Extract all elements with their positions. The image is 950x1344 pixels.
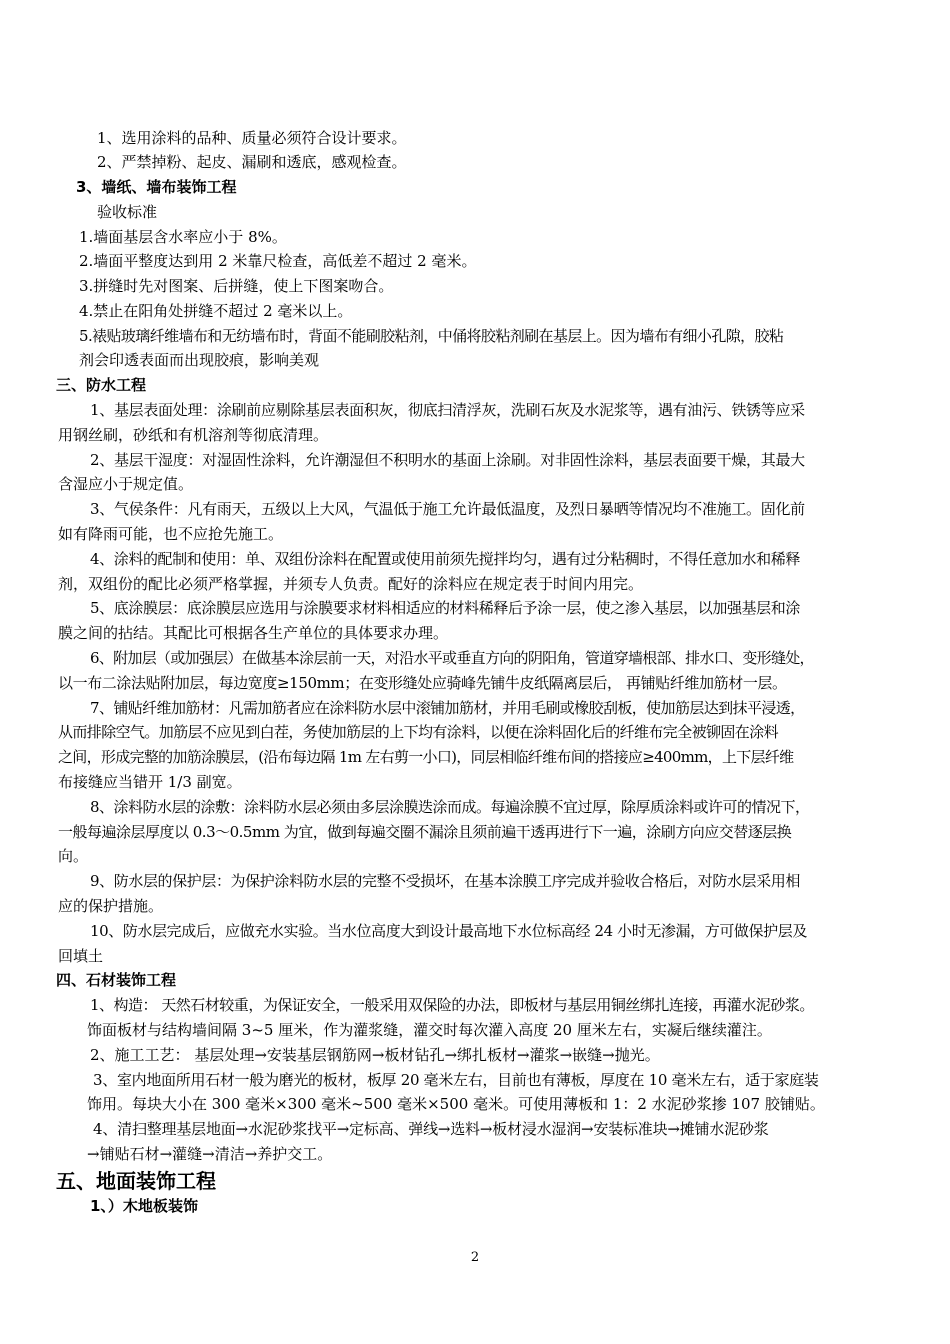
text-line: 应的保护措施。	[58, 897, 164, 915]
text-line: 饰用。每块大小在 300 毫米×300 毫米~500 毫米×500 毫米。可使用薄板和 1：2 水泥砂浆掺 107 胶铺贴。	[87, 1095, 825, 1113]
text-line: 1、基层表面处理：涂刷前应剔除基层表面积灰，彻底扫清浮灰，洗刷石灰及水泥浆等，遇有油污、铁锈等应采	[90, 401, 805, 419]
text-line: 2、严禁掉粉、起皮、漏刷和透底，感观检查。	[97, 153, 407, 171]
page-number: 2	[470, 1250, 480, 1265]
chapter-heading: 五、地面装饰工程	[56, 1169, 216, 1193]
text-line: 2、施工工艺： 基层处理→安装基层钢筋网→板材钻孔→绑扎板材→灌浆→嵌缝→抛光。	[90, 1046, 660, 1064]
text-line: 布接缝应当错开 1/3 副宽。	[58, 773, 242, 791]
text-line: 1.墙面基层含水率应小于 8%。	[79, 228, 287, 246]
text-line: 以一布二涂法贴附加层，每边宽度≥150mm；在变形缝处应骑峰先铺牛皮纸隔离层后， 再铺贴纤维加筋材一层。	[58, 674, 787, 692]
text-line: 一般每遍涂层厚度以 0.3～0.5mm 为宜，做到每遍交圈不漏涂且须前遍干透再进行下一遍，涂刷方向应交替逐层换	[58, 823, 792, 841]
text-line: 剂，双组份的配比必须严格掌握，并须专人负责。配好的涂料应在规定表于时间内用完。	[58, 575, 644, 593]
section-heading: 3、墙纸、墙布装饰工程	[76, 178, 237, 196]
text-line: 3、室内地面所用石材一般为磨光的板材，板厚 20 毫米左右，目前也有薄板，厚度在 10 毫米左右，适于家庭装	[93, 1071, 819, 1089]
text-line: 5、底涂膜层：底涂膜层应选用与涂膜要求材料相适应的材料稀释后予涂一层，使之渗入基层，以加强基层和涂	[90, 599, 800, 617]
text-line: 4、涂料的配制和使用：单、双组份涂料在配置或使用前须先搅拌均匀，遇有过分粘稠时，不得任意加水和稀释	[90, 550, 800, 568]
text-line: →铺贴石材→灌缝→清洁→养护交工。	[87, 1145, 333, 1163]
text-line: 9、防水层的保护层：为保护涂料防水层的完整不受损坏，在基本涂膜工序完成并验收合格后，对防水层采用相	[90, 872, 800, 890]
text-line: 5.裱贴玻璃纤维墙布和无纺墙布时，背面不能刷胶粘剂，中俑将胶粘剂刷在基层上。因为墙布有细小孔隙，胶粘	[79, 327, 784, 345]
subsection-heading: 1、）木地板装饰	[90, 1197, 198, 1215]
text-line: 1、选用涂料的品种、质量必须符合设计要求。	[97, 129, 407, 147]
text-line: 从而排除空气。加筋层不应见到白茬，务使加筋层的上下均有涂料，以便在涂料固化后的纤维布完全被铆固在涂料	[58, 723, 779, 741]
text-line: 向。	[58, 847, 89, 865]
text-line: 用钢丝刷，砂纸和有机溶剂等彻底清理。	[58, 426, 329, 444]
text-line: 回填土	[58, 947, 104, 965]
text-line: 3、气侯条件：凡有雨天，五级以上大风，气温低于施工允许最低温度，及烈日暴晒等情况均不准施工。固化前	[90, 500, 805, 518]
section-heading: 四、石材装饰工程	[56, 971, 177, 989]
text-line: 膜之间的拈结。其配比可根据各生产单位的具体要求办理。	[58, 624, 449, 642]
text-line: 饰面板材与结构墙间隔 3~5 厘米，作为灌浆缝，灌交时每次灌入高度 20 厘米左右，实凝后继续灌注。	[87, 1021, 772, 1039]
text-line: 2、基层干湿度：对湿固性涂料，允许潮湿但不积明水的基面上涂刷。对非固性涂料，基层表面要干燥，其最大	[90, 451, 805, 469]
text-line: 验收标准	[97, 203, 158, 221]
text-line: 6、附加层（或加强层）在做基本涂层前一天，对沿水平或垂直方向的阴阳角，管道穿墙根部、排水口、变形缝处，	[90, 649, 814, 667]
text-line: 2.墙面平整度达到用 2 米靠尺检查，高低差不超过 2 毫米。	[79, 252, 477, 270]
text-line: 1、构造： 天然石材较重，为保证安全，一般采用双保险的办法，即板材与基层用铜丝绑扎连接，再灌水泥砂浆。	[90, 996, 814, 1014]
text-line: 4.禁止在阳角处拼缝不超过 2 毫米以上。	[79, 302, 353, 320]
text-line: 8、涂料防水层的涂敷：涂料防水层必须由多层涂膜迭涂而成。每遍涂膜不宜过厚，除厚质涂料或许可的情况下，	[90, 798, 810, 816]
text-line: 含湿应小于规定值。	[58, 475, 194, 493]
text-line: 剂会印透表面而出现胶痕，影响美观	[79, 351, 320, 369]
text-line: 如有降雨可能，也不应抢先施工。	[58, 525, 284, 543]
text-line: 3.拼缝时先对图案、后拼缝，使上下图案吻合。	[79, 277, 394, 295]
text-line: 10、防水层完成后，应做充水实验。当水位高度大到设计最高地下水位标高经 24 小时无渗漏，方可做保护层及	[90, 922, 807, 940]
text-line: 4、清扫整理基层地面→水泥砂浆找平→定标高、弹线→选料→板材浸水湿润→安装标准块→摊铺水泥砂浆	[93, 1120, 769, 1138]
text-line: 之间，形成完整的加筋涂膜层，(沿布每边隔 1m 左右剪一小口)，同层相临纤维布间的搭接应≥400mm，上下层纤维	[58, 748, 794, 766]
section-heading: 三、防水工程	[56, 376, 147, 394]
text-line: 7、铺贴纤维加筋材：凡需加筋者应在涂料防水层中滚铺加筋材，并用毛刷或橡胶刮板，使加筋层达到抹平浸透，	[90, 699, 805, 717]
